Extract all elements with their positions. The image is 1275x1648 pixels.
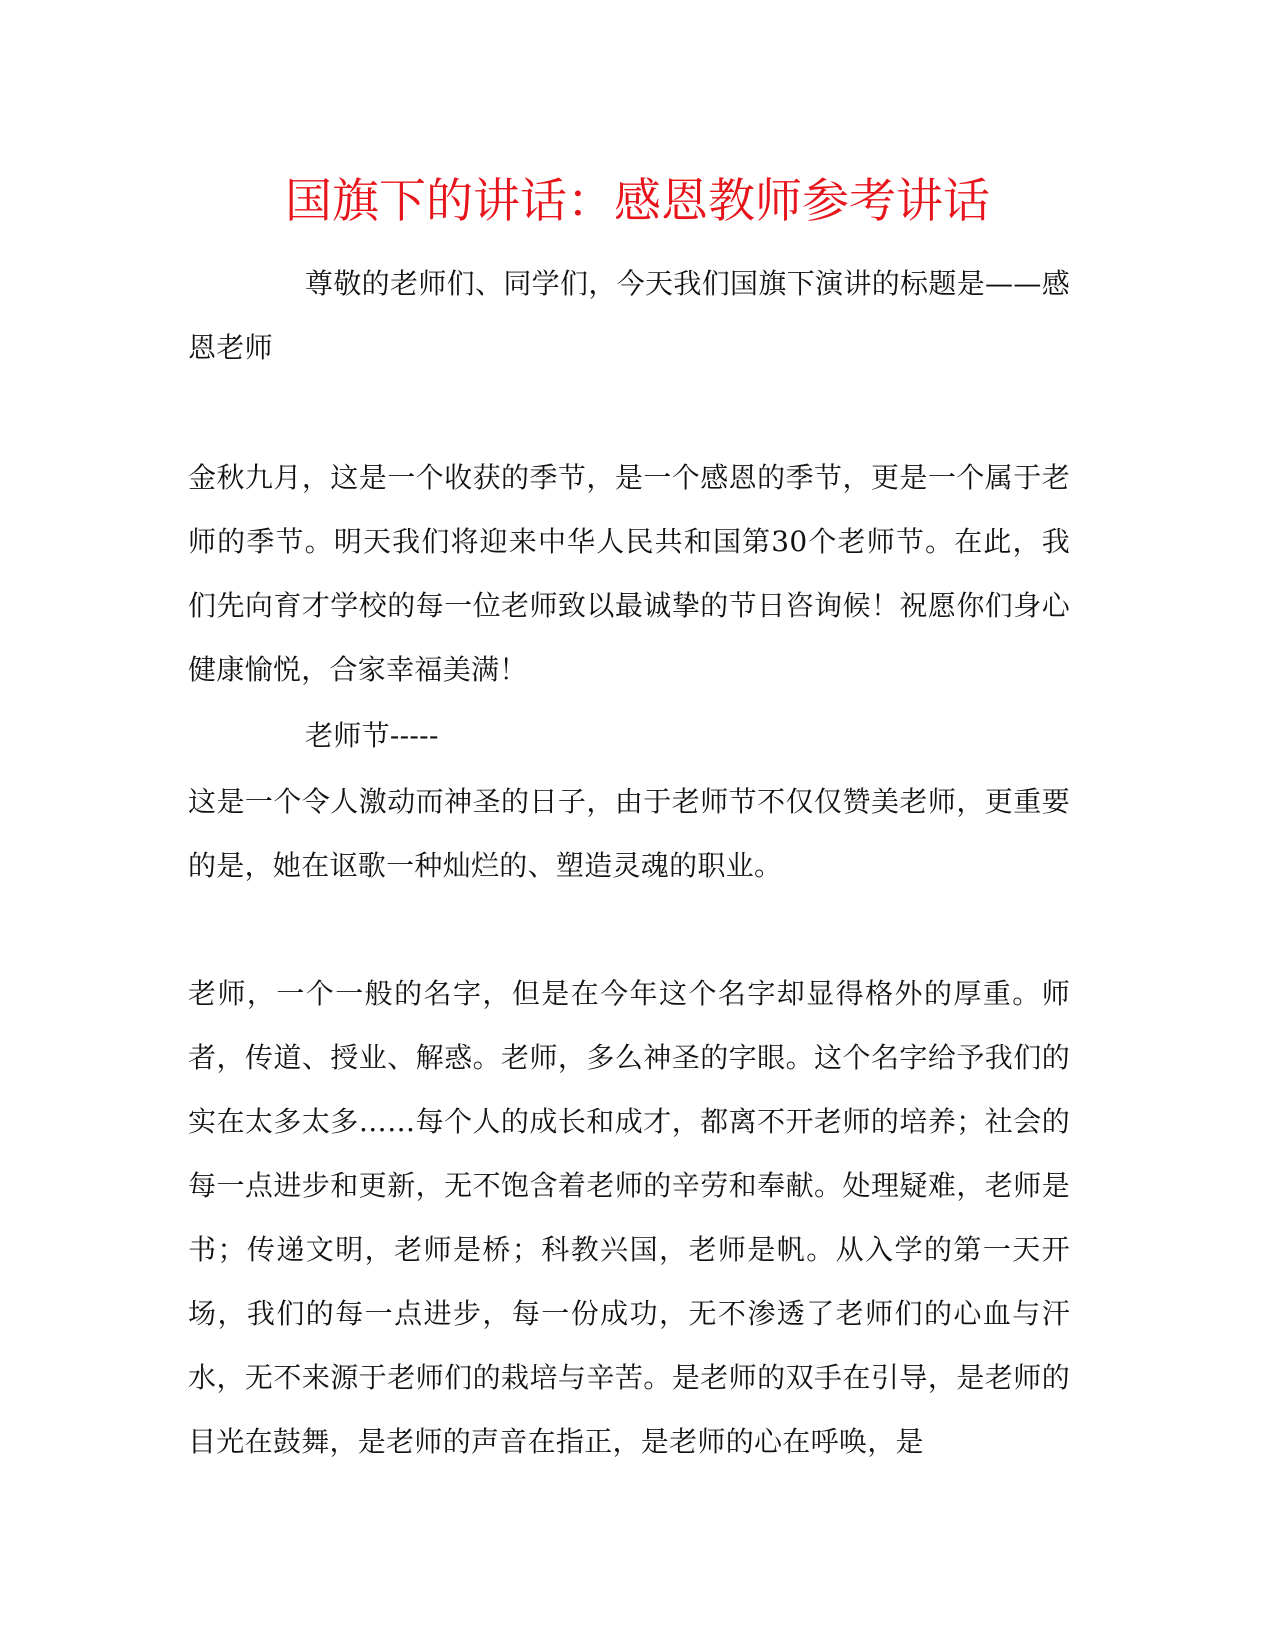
paragraph-sacred-day: 这是一个令人激动而神圣的日子，由于老师节不仅仅赞美老师，更重要的是，她在讴歌一种灿烂的、塑造灵魂的职业。 [188,785,1070,882]
paragraph-greeting: 尊敬的老师们、同学们，今天我们国旗下演讲的标题是——感恩老师 [188,267,1070,364]
document-title: 国旗下的讲话：感恩教师参考讲话 [285,174,990,229]
paragraph-autumn: 金秋九月，这是一个收获的季节，是一个感恩的季节，更是一个属于老师的季节。明天我们将迎来中华人民共和国第30个老师节。在此，我们先向育才学校的每一位老师致以最诚挚的节日咨询候！祝愿你们身心健康愉悦，合家幸福美满！ [188,461,1070,686]
paragraph-teachers-day: 老师节----- [305,719,439,752]
paragraph-teacher-name: 老师，一个一般的名字，但是在今年这个名字却显得格外的厚重。师者，传道、授业、解惑。老师，多么神圣的字眼。这个名字给予我们的实在太多太多……每个人的成长和成才，都离不开老师的培养；社会的每一点进步和更新，无不饱含着老师的辛劳和奉献。处理疑难，老师是书；传递文明，老师是桥；科教兴国，老师是帆。从入学的第一天开场，我们的每一点进步，每一份成功，无不渗透了老师们的心血与汗水，无不来源于老师们的栽培与辛苦。是老师的双手在引导，是老师的目光在鼓舞，是老师的声音在指正，是老师的心在呼唤，是 [188,977,1070,1458]
